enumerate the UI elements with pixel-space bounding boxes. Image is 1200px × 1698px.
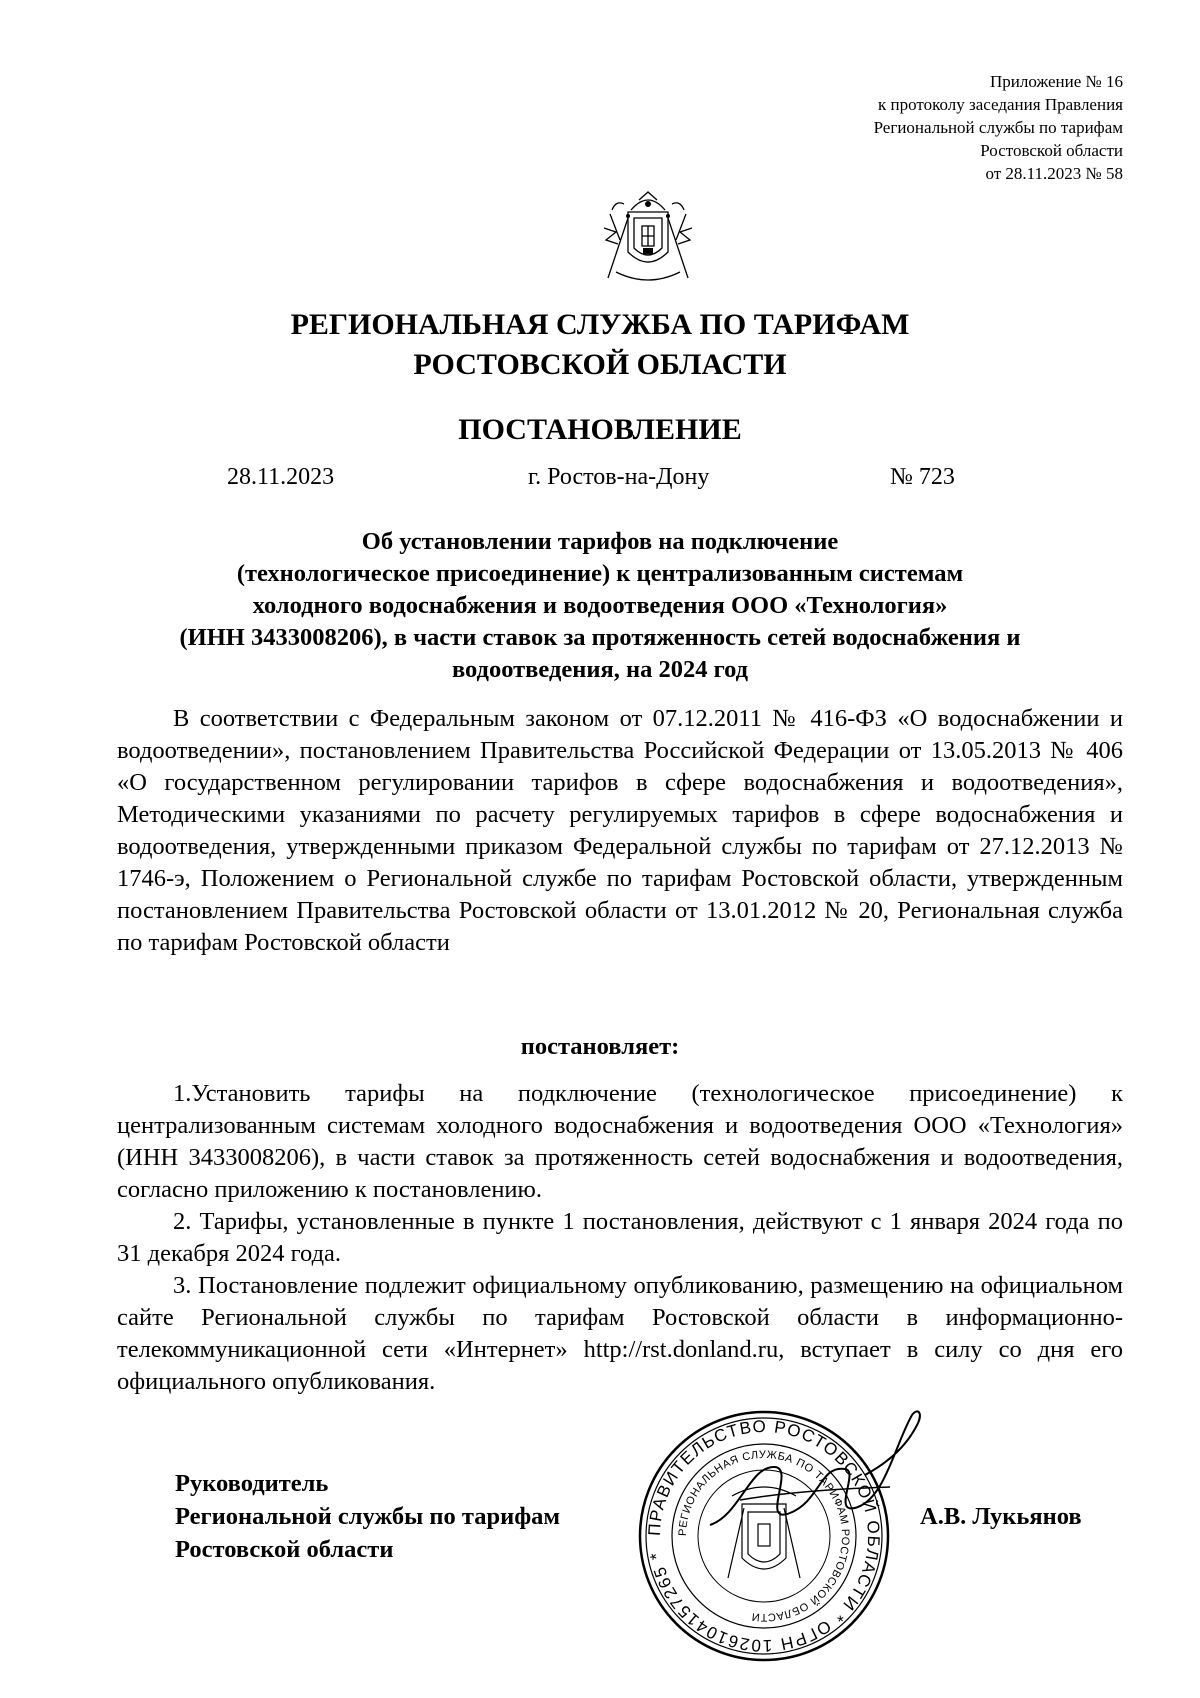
signer-title-line: Региональной службы по тарифам — [175, 1503, 561, 1530]
document-type: ПОСТАНОВЛЕНИЕ — [458, 413, 742, 446]
decree-item-3: 3. Постановление подлежит официальному опубликованию, размещению на официальном сайте Региональной службы по тарифам Ростовской области в информационно-телекоммуникационной сети «Интернет» http://rst.donland.ru, вступает в силу со дня его официального опубликования. — [117, 1272, 1123, 1395]
document-city: г. Ростов-на-Дону — [528, 464, 710, 490]
preamble-text: В соответствии с Федеральным законом от 07.12.2011 № 416-ФЗ «О водоснабжении и водоотведении», постановлением Правительства Российской Федерации от 13.05.2013 № 406 «О государственном регулировании тарифов в сфере водоснабжения и водоотведения», Методическими указаниями по расчету регулируемых тарифов в сфере водоснабжения и водоотведения, утвержденными приказом Федеральной службы по тарифам от 27.12.2013 № 1746-э, Положением о Региональной службе по тарифам Ростовской области, утвержденным постановлением Правительства Ростовской области от 13.01.2012 № 20, Региональная служба по тарифам Ростовской области — [117, 705, 1123, 956]
title-line: Об установлении тарифов на подключение — [361, 528, 839, 555]
coat-of-arms-icon — [598, 188, 698, 290]
signer-title — [175, 1467, 560, 1566]
appendix-line: от 28.11.2023 № 58 — [985, 164, 1123, 183]
appendix-line: Региональной службы по тарифам — [873, 118, 1123, 137]
document-title — [100, 526, 1100, 686]
preamble — [117, 703, 1123, 959]
organization-name — [0, 305, 1200, 385]
decree-item-1: 1.Установить тарифы на подключение (технологическое присоединение) к централизованным системам холодного водоснабжения и водоотведения ООО «Технология» (ИНН 3433008206), в части ставок за протяженность сетей водоснабжения и водоотведения, согласно приложению к постановлению. — [117, 1080, 1123, 1203]
stamp-outer-text: ПРАВИТЕЛЬСТВО РОСТОВСКОЙ ОБЛАСТИ * ОГРН 1026104157265 * — [644, 1416, 884, 1656]
appendix-line: Приложение № 16 — [990, 72, 1123, 91]
document-date: 28.11.2023 — [227, 464, 335, 490]
decree-item-2: 2. Тарифы, установленные в пункте 1 постановления, действуют с 1 января 2024 года по 31 декабря 2024 года. — [117, 1208, 1123, 1267]
signature-icon — [680, 1405, 930, 1555]
organization-line: РОСТОВСКОЙ ОБЛАСТИ — [413, 348, 787, 381]
title-line: (ИНН 3433008206), в части ставок за протяженность сетей водоснабжения и — [179, 624, 1021, 651]
appendix-line: Ростовской области — [980, 141, 1123, 160]
signer-title-line: Руководитель — [175, 1470, 329, 1497]
title-line: (технологическое присоединение) к централизованным системам — [236, 560, 964, 587]
signer-name: А.В. Лукьянов — [920, 1503, 1082, 1530]
decree-word: постановляет: — [520, 1033, 680, 1060]
document-number: № 723 — [890, 464, 955, 490]
title-line: водоотведения, на 2024 год — [451, 656, 749, 683]
stamp-inner-text: РЕГИОНАЛЬНАЯ СЛУЖБА ПО ТАРИФАМ РОСТОВСКОЙ ОБЛАСТИ — [676, 1448, 852, 1624]
signer-title-line: Ростовской области — [175, 1536, 394, 1563]
appendix-line: к протоколу заседания Правления — [878, 95, 1123, 114]
appendix-note — [874, 70, 1123, 185]
organization-line: РЕГИОНАЛЬНАЯ СЛУЖБА ПО ТАРИФАМ — [290, 308, 910, 341]
decree-items — [117, 1078, 1123, 1398]
title-line: холодного водоснабжения и водоотведения ООО «Технология» — [252, 592, 948, 619]
